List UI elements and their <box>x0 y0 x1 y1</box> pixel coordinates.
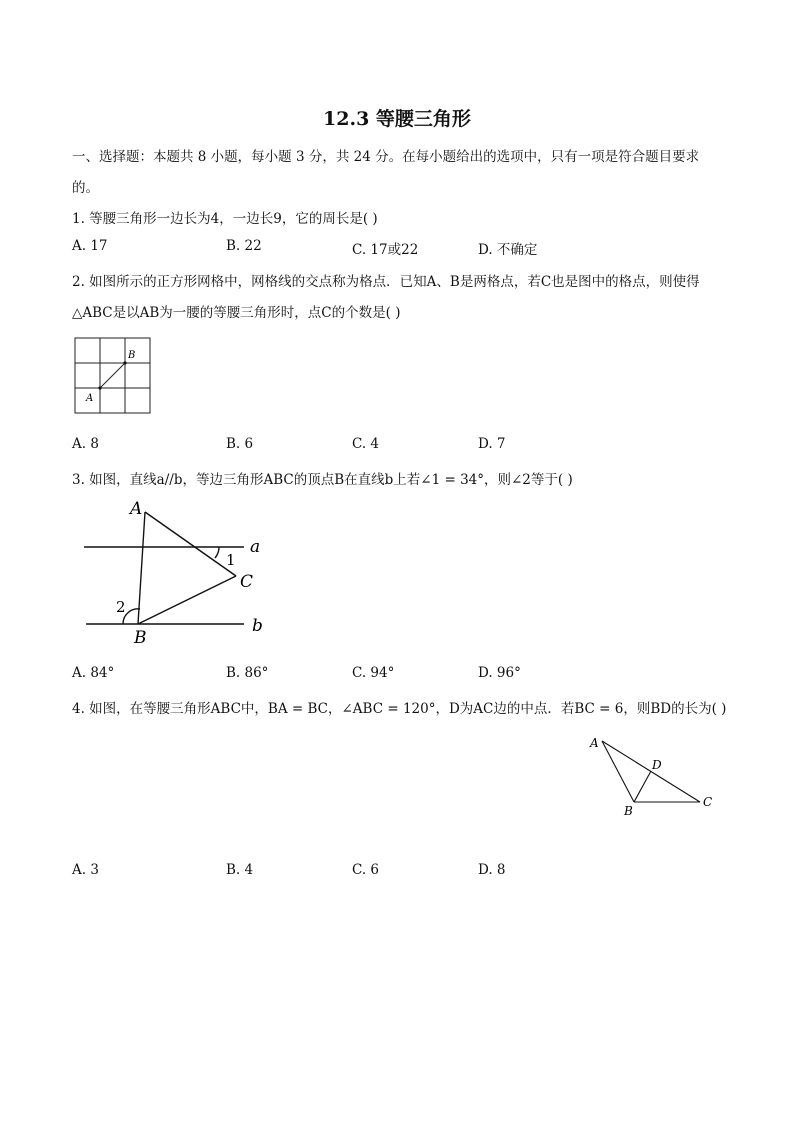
figure4-label-b: B <box>624 804 633 818</box>
question-4-option-b: B. 4 <box>226 862 254 878</box>
question-2-option-c: C. 4 <box>352 436 380 452</box>
question-4-stem: 4. 如图，在等腰三角形ABC中，BA = BC，∠ABC = 120°，D为AC边的中点．若BC = 6，则BD的长为( ) <box>72 701 727 717</box>
question-3-option-c: C. 94° <box>352 665 395 681</box>
grid-label-b: B <box>128 350 136 361</box>
question-2-option-a: A. 8 <box>72 436 99 452</box>
question-2-stem-cont: △ABC是以AB为一腰的等腰三角形时，点C的个数是( ) <box>72 305 401 321</box>
triangle-figure <box>584 730 724 820</box>
question-3-option-a: A. 84° <box>72 665 115 681</box>
figure3-label-c: C <box>240 572 254 592</box>
grid-label-a: A <box>86 393 94 404</box>
question-2-option-d: D. 7 <box>478 436 506 452</box>
figure4-label-a: A <box>590 736 599 750</box>
question-1-option-b: B. 22 <box>226 238 262 254</box>
figure3-label-line-b: b <box>252 616 263 636</box>
question-1-option-d: D. 不确定 <box>478 242 538 258</box>
grid-figure <box>70 333 160 419</box>
question-2-option-b: B. 6 <box>226 436 254 452</box>
page-title: 12.3 等腰三角形 <box>323 108 471 130</box>
question-4-option-c: C. 6 <box>352 862 380 878</box>
parallel-lines-figure <box>80 496 280 650</box>
figure4-label-d: D <box>652 758 662 772</box>
question-1-option-a: A. 17 <box>72 238 108 254</box>
question-3-stem: 3. 如图，直线a//b，等边三角形ABC的顶点B在直线b上若∠1 = 34°，则∠2等于( ) <box>72 472 573 488</box>
question-4-option-d: D. 8 <box>478 862 506 878</box>
figure4-label-c: C <box>703 795 713 809</box>
figure3-label-angle-1: 1 <box>226 551 236 569</box>
question-3-option-b: B. 86° <box>226 665 269 681</box>
figure3-label-a-vertex: A <box>130 499 143 519</box>
figure3-label-line-a: a <box>250 537 261 557</box>
question-4-option-a: A. 3 <box>72 862 99 878</box>
figure3-label-b-vertex: B <box>134 628 147 648</box>
section-instruction: 一、选择题：本题共 8 小题，每小题 3 分，共 24 分。在每小题给出的选项中，只有一项是符合题目要求 <box>72 149 700 165</box>
question-1-option-c: C. 17或22 <box>352 242 419 258</box>
figure3-label-angle-2: 2 <box>116 598 126 616</box>
question-1-stem: 1. 等腰三角形一边长为4，一边长9，它的周长是( ) <box>72 211 378 227</box>
section-instruction-cont: 的。 <box>72 180 99 196</box>
question-3-option-d: D. 96° <box>478 665 521 681</box>
question-2-stem: 2. 如图所示的正方形网格中，网格线的交点称为格点．已知A、B是两格点，若C也是图中的格点，则使得 <box>72 274 700 290</box>
